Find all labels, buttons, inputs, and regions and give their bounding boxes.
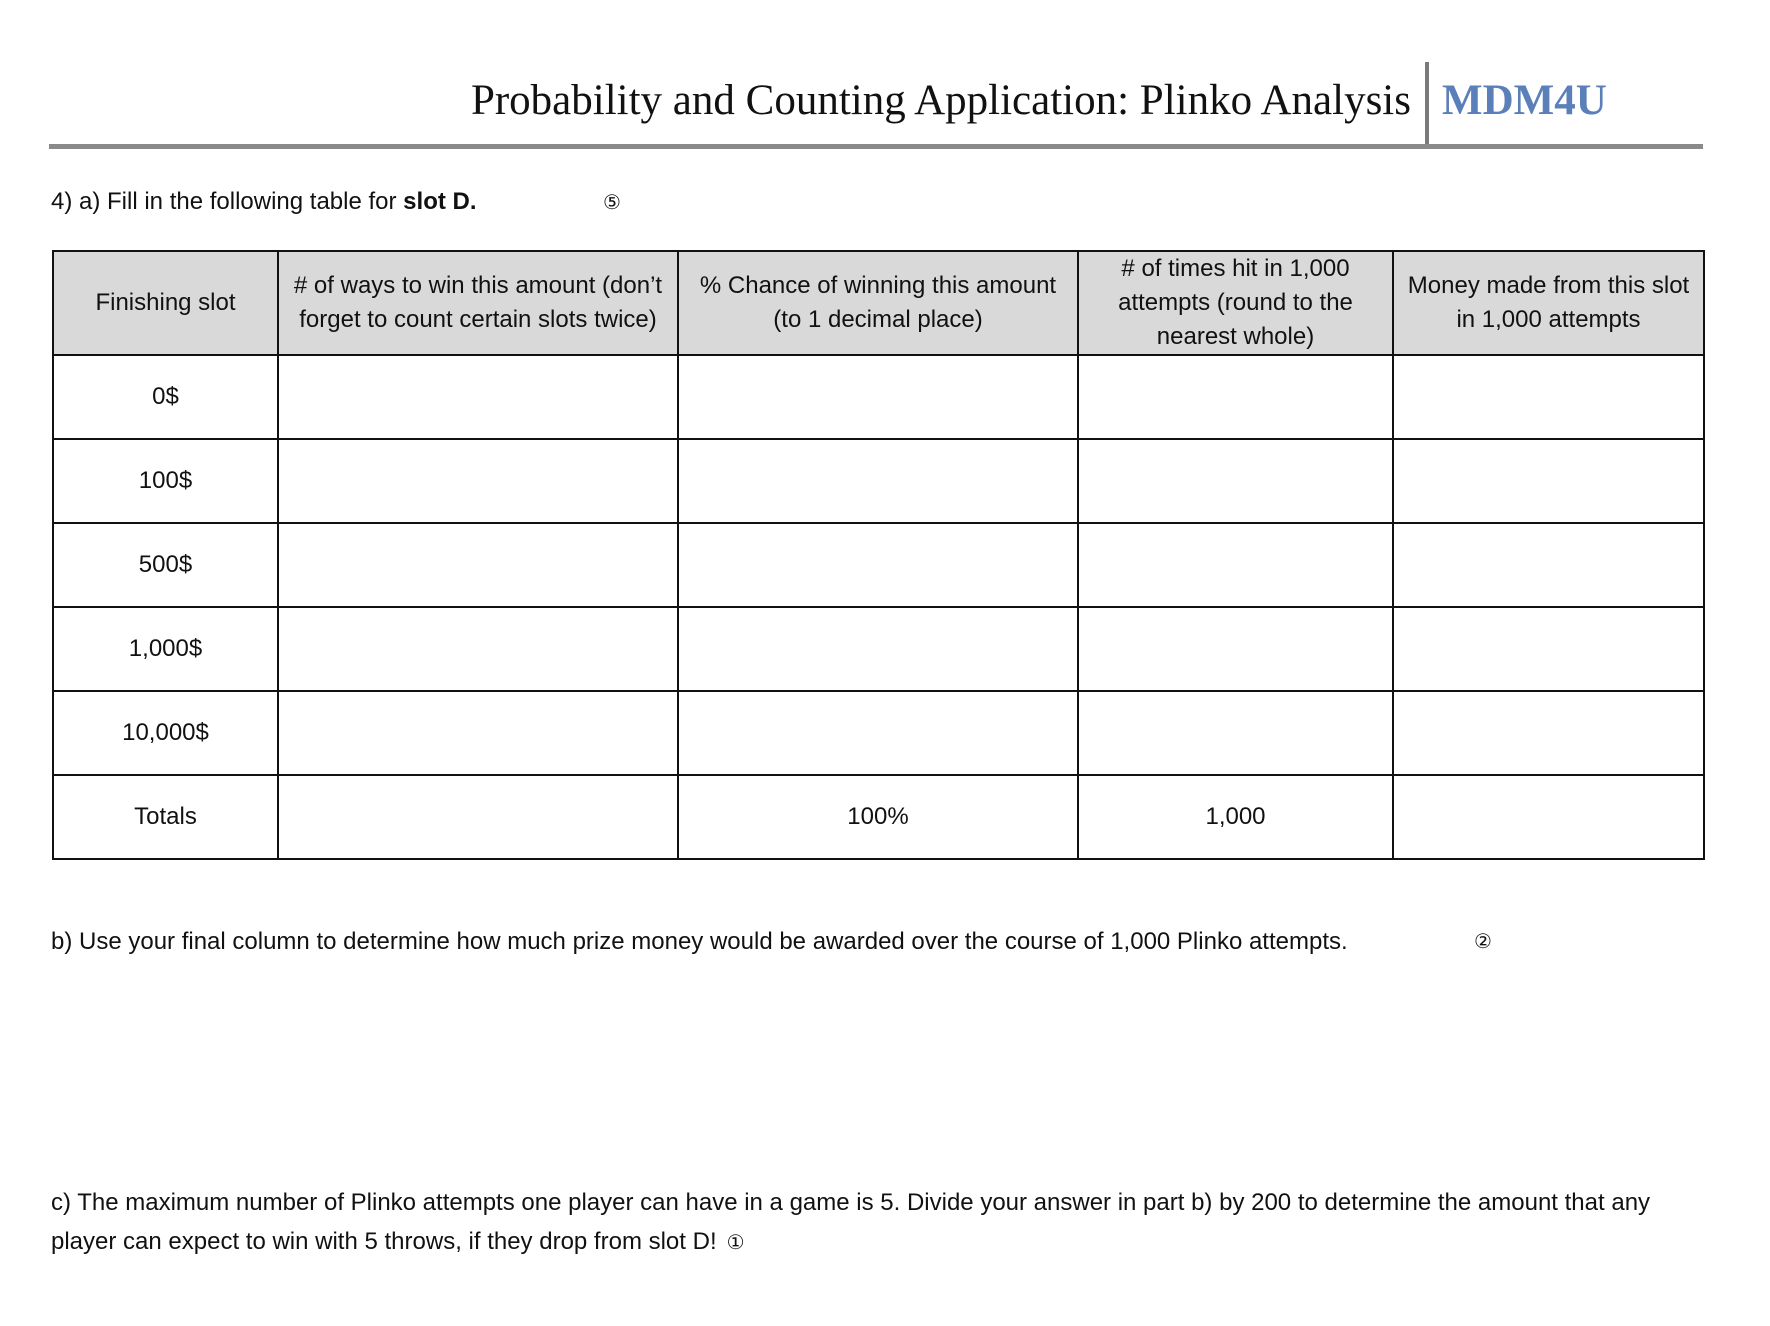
table-row — [53, 691, 1704, 775]
totals-ways-cell[interactable] — [278, 775, 678, 859]
chance-cell[interactable] — [678, 691, 1078, 775]
question-c — [51, 1183, 1711, 1262]
question-a-bold: slot D. — [403, 188, 477, 215]
totals-hits: 1,000 — [1078, 775, 1393, 859]
slot-cell: 0$ — [53, 355, 278, 439]
header-chance: % Chance of winning this amount (to 1 decimal place) — [678, 251, 1078, 355]
page-header — [49, 62, 1703, 148]
plinko-table — [52, 250, 1705, 860]
hits-cell[interactable] — [1078, 439, 1393, 523]
chance-cell[interactable] — [678, 523, 1078, 607]
question-a-text: 4) a) Fill in the following table for — [51, 188, 404, 215]
slot-cell: 500$ — [53, 523, 278, 607]
question-a — [51, 188, 477, 216]
question-c-text: c) The maximum number of Plinko attempts one player can have in a game is 5. Divide your answer in part b) by 200 to determine the amount that any player can expect to win with 5 throws, if they drop from slot D! — [51, 1189, 1651, 1255]
ways-cell[interactable] — [278, 607, 678, 691]
header-divider — [1425, 62, 1429, 144]
money-cell[interactable] — [1393, 607, 1704, 691]
ways-cell[interactable] — [278, 439, 678, 523]
table-header-row — [53, 251, 1704, 355]
marks-c-badge: ① — [726, 1230, 745, 1254]
ways-cell[interactable] — [278, 691, 678, 775]
totals-label: Totals — [53, 775, 278, 859]
header-hits: # of times hit in 1,000 attempts (round to the nearest whole) — [1078, 251, 1393, 355]
ways-cell[interactable] — [278, 523, 678, 607]
hits-cell[interactable] — [1078, 523, 1393, 607]
money-cell[interactable] — [1393, 439, 1704, 523]
marks-b-badge: ② — [1474, 929, 1492, 953]
hits-cell[interactable] — [1078, 355, 1393, 439]
slot-cell: 100$ — [53, 439, 278, 523]
totals-row — [53, 775, 1704, 859]
slot-cell: 10,000$ — [53, 691, 278, 775]
table-row — [53, 439, 1704, 523]
header-ways: # of ways to win this amount (don’t forget to count certain slots twice) — [278, 251, 678, 355]
ways-cell[interactable] — [278, 355, 678, 439]
money-cell[interactable] — [1393, 691, 1704, 775]
course-code: MDM4U — [1442, 77, 1607, 124]
slot-cell: 1,000$ — [53, 607, 278, 691]
chance-cell[interactable] — [678, 355, 1078, 439]
chance-cell[interactable] — [678, 439, 1078, 523]
table-row — [53, 607, 1704, 691]
table-row — [53, 523, 1704, 607]
totals-money-cell[interactable] — [1393, 775, 1704, 859]
hits-cell[interactable] — [1078, 691, 1393, 775]
header-finishing-slot: Finishing slot — [53, 251, 278, 355]
page-title: Probability and Counting Application: Plinko Analysis — [470, 77, 1411, 124]
hits-cell[interactable] — [1078, 607, 1393, 691]
header-money: Money made from this slot in 1,000 attempts — [1393, 251, 1704, 355]
table-row — [53, 355, 1704, 439]
marks-a-badge: ⑤ — [603, 190, 621, 214]
header-rule — [49, 144, 1703, 149]
chance-cell[interactable] — [678, 607, 1078, 691]
question-b: b) Use your final column to determine how much prize money would be awarded over the course of 1,000 Plinko attempts. — [51, 928, 1348, 955]
money-cell[interactable] — [1393, 355, 1704, 439]
money-cell[interactable] — [1393, 523, 1704, 607]
totals-chance: 100% — [678, 775, 1078, 859]
